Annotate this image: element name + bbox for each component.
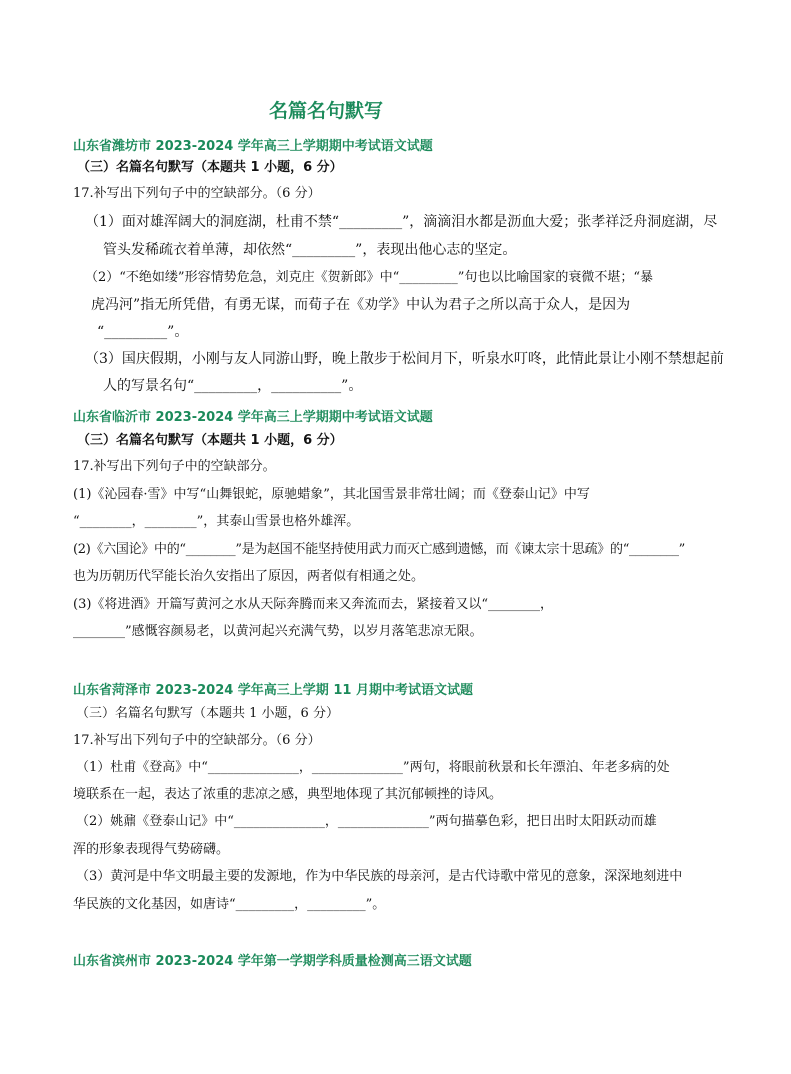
question-line: （3）国庆假期，小刚与友人同游山野，晚上散步于松间月下，听泉水叮咚，此情此景让小刚不禁想起前 [85, 351, 724, 367]
question-line: （1）面对雄浑阔大的洞庭湖，杜甫不禁“_________”，滴滴泪水都是沥血大爱；张孝祥泛舟洞庭湖，尽 [85, 214, 718, 230]
question-line: 17.补写出下列句子中的空缺部分。 [73, 459, 276, 474]
section-header: （三）名篇名句默写（本题共 1 小题，6 分） [76, 706, 339, 721]
question-line: 人的写景名句“_________，__________”。 [103, 378, 363, 394]
question-line: （2）姚鼐《登泰山记》中“______________，______________”两句描摹色彩，把日出时太阳跃动而雄 [76, 814, 657, 829]
section-source: 山东省潍坊市 2023-2024 学年高三上学期期中考试语文试题 [73, 139, 433, 154]
question-line: (2)《六国论》中的“________”是为赵国不能坚持使用武力而灭亡感到遗憾，而《谏太宗十思疏》的“________” [73, 542, 685, 557]
section-source: 山东省菏泽市 2023-2024 学年高三上学期 11 月期中考试语文试题 [73, 683, 473, 698]
question-line: ________”感慨容颜易老，以黄河起兴充满气势，以岁月落笔悲凉无限。 [73, 624, 483, 639]
question-line: “_________”。 [97, 324, 189, 340]
section-header: （三）名篇名句默写（本题共 1 小题，6 分） [77, 433, 343, 448]
section-source: 山东省临沂市 2023-2024 学年高三上学期期中考试语文试题 [73, 410, 433, 425]
question-line: 管头发稀疏衣着单薄，却依然“_________”，表现出他心志的坚定。 [103, 242, 517, 258]
question-line: （1）杜甫《登高》中“______________，______________”两句，将眼前秋景和长年漂泊、年老多病的处 [76, 760, 670, 775]
question-line: （3）黄河是中华文明最主要的发源地，作为中华民族的母亲河，是古代诗歌中常见的意象，深深地刻进中 [76, 869, 683, 884]
question-line: (3)《将进酒》开篇写黄河之水从天际奔腾而来又奔流而去，紧接着又以“________， [73, 597, 554, 612]
question-line: （2）“不绝如缕”形容情势危急，刘克庄《贺新郎》中“_________”句也以比喻国家的衰微不堪；“暴 [85, 270, 654, 285]
question-line: 17.补写出下列句子中的空缺部分。（6 分） [73, 733, 321, 748]
question-line: 17.补写出下列句子中的空缺部分。（6 分） [73, 186, 321, 201]
section-header: （三）名篇名句默写（本题共 1 小题，6 分） [77, 160, 343, 175]
question-line: 华民族的文化基因，如唐诗“_________，_________”。 [73, 897, 386, 912]
question-line: 也为历朝历代罕能长治久安指出了原因，两者似有相通之处。 [73, 569, 425, 584]
question-line: “________，________”，其泰山雪景也格外雄浑。 [73, 514, 360, 529]
question-line: (1)《沁园春·雪》中写“山舞银蛇，原驰蜡象”，其北国雪景非常壮阔；而《登泰山记》中写 [73, 487, 590, 502]
question-line: 浑的形象表现得气势磅礴。 [73, 842, 230, 857]
section-source: 山东省滨州市 2023-2024 学年第一学期学科质量检测高三语文试题 [73, 954, 472, 969]
question-line: 虎冯河”指无所凭借，有勇无谋，而荀子在《劝学》中认为君子之所以高于众人，是因为 [91, 297, 631, 313]
page-title: 名篇名句默写 [268, 100, 383, 122]
question-line: 境联系在一起，表达了浓重的悲凉之感，典型地体现了其沉郁顿挫的诗风。 [73, 787, 503, 802]
